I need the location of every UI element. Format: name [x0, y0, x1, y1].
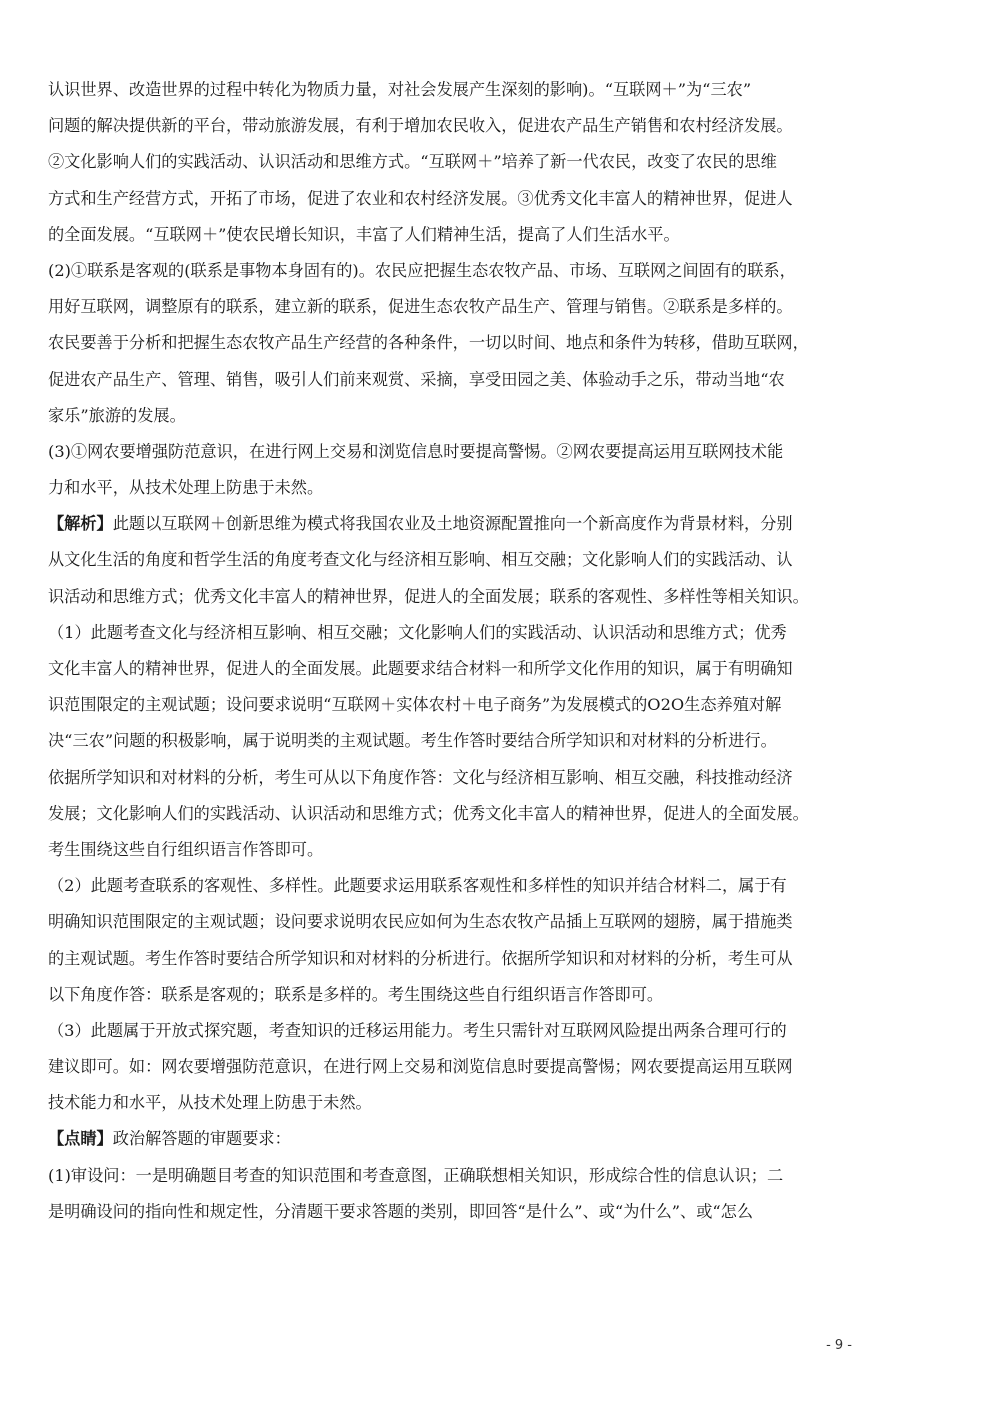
text-line: 家乐”旅游的发展。: [48, 405, 186, 425]
text-line: （3）此题属于开放式探究题，考查知识的迁移运用能力。考生只需针对互联网风险提出两条合理可行的: [48, 1020, 787, 1040]
text-line: (3)①网农要增强防范意识，在进行网上交易和浏览信息时要提高警惕。②网农要提高运用互联网技术能: [48, 441, 784, 461]
text-line: (2)①联系是客观的(联系是事物本身固有的)。农民应把握生态农牧产品、市场、互联网之间固有的联系，: [48, 260, 796, 280]
comment-paragraph-start: [48, 1121, 856, 1157]
text-line: 用好互联网，调整原有的联系，建立新的联系，促进生态农牧产品生产、管理与销售。②联系是多样的。: [48, 297, 793, 317]
text-line: 建议即可。如：网农要增强防范意识，在进行网上交易和浏览信息时要提高警惕；网农要提高运用互联网: [48, 1057, 793, 1077]
text-line: 方式和生产经营方式，开拓了市场，促进了农业和农村经济发展。③优秀文化丰富人的精神世界，促进人: [48, 188, 793, 208]
comment-label: 【点睛】: [48, 1129, 113, 1149]
text-line: 农民要善于分析和把握生态农牧产品生产经营的各种条件，一切以时间、地点和条件为转移，借助互联网，: [48, 333, 809, 353]
text-line: 以下角度作答：联系是客观的；联系是多样的。考生围绕这些自行组织语言作答即可。: [48, 984, 664, 1004]
text-line: 是明确设问的指向性和规定性，分清题干要求答题的类别，即回答“是什么”、或“为什么”、或“怎么: [48, 1201, 754, 1221]
page-number: - 9 -: [826, 1338, 852, 1353]
text-line: 的全面发展。“互联网＋”使农民增长知识，丰富了人们精神生活，提高了人们生活水平。: [48, 224, 680, 244]
text-line: 明确知识范围限定的主观试题；设问要求说明农民应如何为生态农牧产品插上互联网的翅膀，属于措施类: [48, 912, 793, 932]
text-line: ②文化影响人们的实践活动、认识活动和思维方式。“互联网＋”培养了新一代农民，改变了农民的思维: [48, 152, 777, 172]
text-line: （1）此题考查文化与经济相互影响、相互交融；文化影响人们的实践活动、认识活动和思维方式；优秀: [48, 622, 787, 642]
text-line: 考生围绕这些自行组织语言作答即可。: [48, 839, 324, 859]
text-line: 决“三农”问题的积极影响，属于说明类的主观试题。考生作答时要结合所学知识和对材料的分析进行。: [48, 731, 777, 751]
text-line: 识范围限定的主观试题；设问要求说明“互联网＋实体农村＋电子商务”为发展模式的O2O生态养殖对解: [48, 695, 782, 715]
text-line: 力和水平，从技术处理上防患于未然。: [48, 478, 324, 498]
text-line: (1)审设问：一是明确题目考查的知识范围和考查意图，正确联想相关知识，形成综合性的信息认识；二: [48, 1165, 784, 1185]
text-line: 从文化生活的角度和哲学生活的角度考查文化与经济相互影响、相互交融；文化影响人们的实践活动、认: [48, 550, 793, 570]
text-line: 识活动和思维方式；优秀文化丰富人的精神世界，促进人的全面发展；联系的客观性、多样性等相关知识。: [48, 586, 809, 606]
text-line: 依据所学知识和对材料的分析，考生可从以下角度作答：文化与经济相互影响、相互交融，科技推动经济: [48, 767, 793, 787]
text-line: 技术能力和水平，从技术处理上防患于未然。: [48, 1093, 372, 1113]
document-body: [48, 72, 856, 1230]
text-line: 文化丰富人的精神世界，促进人的全面发展。此题要求结合材料一和所学文化作用的知识，属于有明确知: [48, 659, 793, 678]
text-line: 政治解答题的审题要求：: [112, 1129, 291, 1149]
text-line: 的主观试题。考生作答时要结合所学知识和对材料的分析进行。依据所学知识和对材料的分析，考生可从: [48, 948, 793, 968]
analysis-label: 【解析】: [48, 514, 113, 534]
analysis-paragraph-start: [48, 506, 856, 542]
text-line: 认识世界、改造世界的过程中转化为物质力量，对社会发展产生深刻的影响)。“互联网＋”为“三农”: [48, 80, 752, 99]
text-line: （2）此题考查联系的客观性、多样性。此题要求运用联系客观性和多样性的知识并结合材料二，属于有: [48, 876, 787, 896]
text-line: 发展；文化影响人们的实践活动、认识活动和思维方式；优秀文化丰富人的精神世界，促进人的全面发展。: [48, 803, 809, 823]
text-line: 问题的解决提供新的平台，带动旅游发展，有利于增加农民收入，促进农产品生产销售和农村经济发展。: [48, 116, 793, 136]
text-line: 促进农产品生产、管理、销售，吸引人们前来观赏、采摘，享受田园之美、体验动手之乐，带动当地“农: [48, 369, 785, 389]
text-line: 此题以互联网＋创新思维为模式将我国农业及土地资源配置推向一个新高度作为背景材料，分别: [112, 514, 793, 534]
